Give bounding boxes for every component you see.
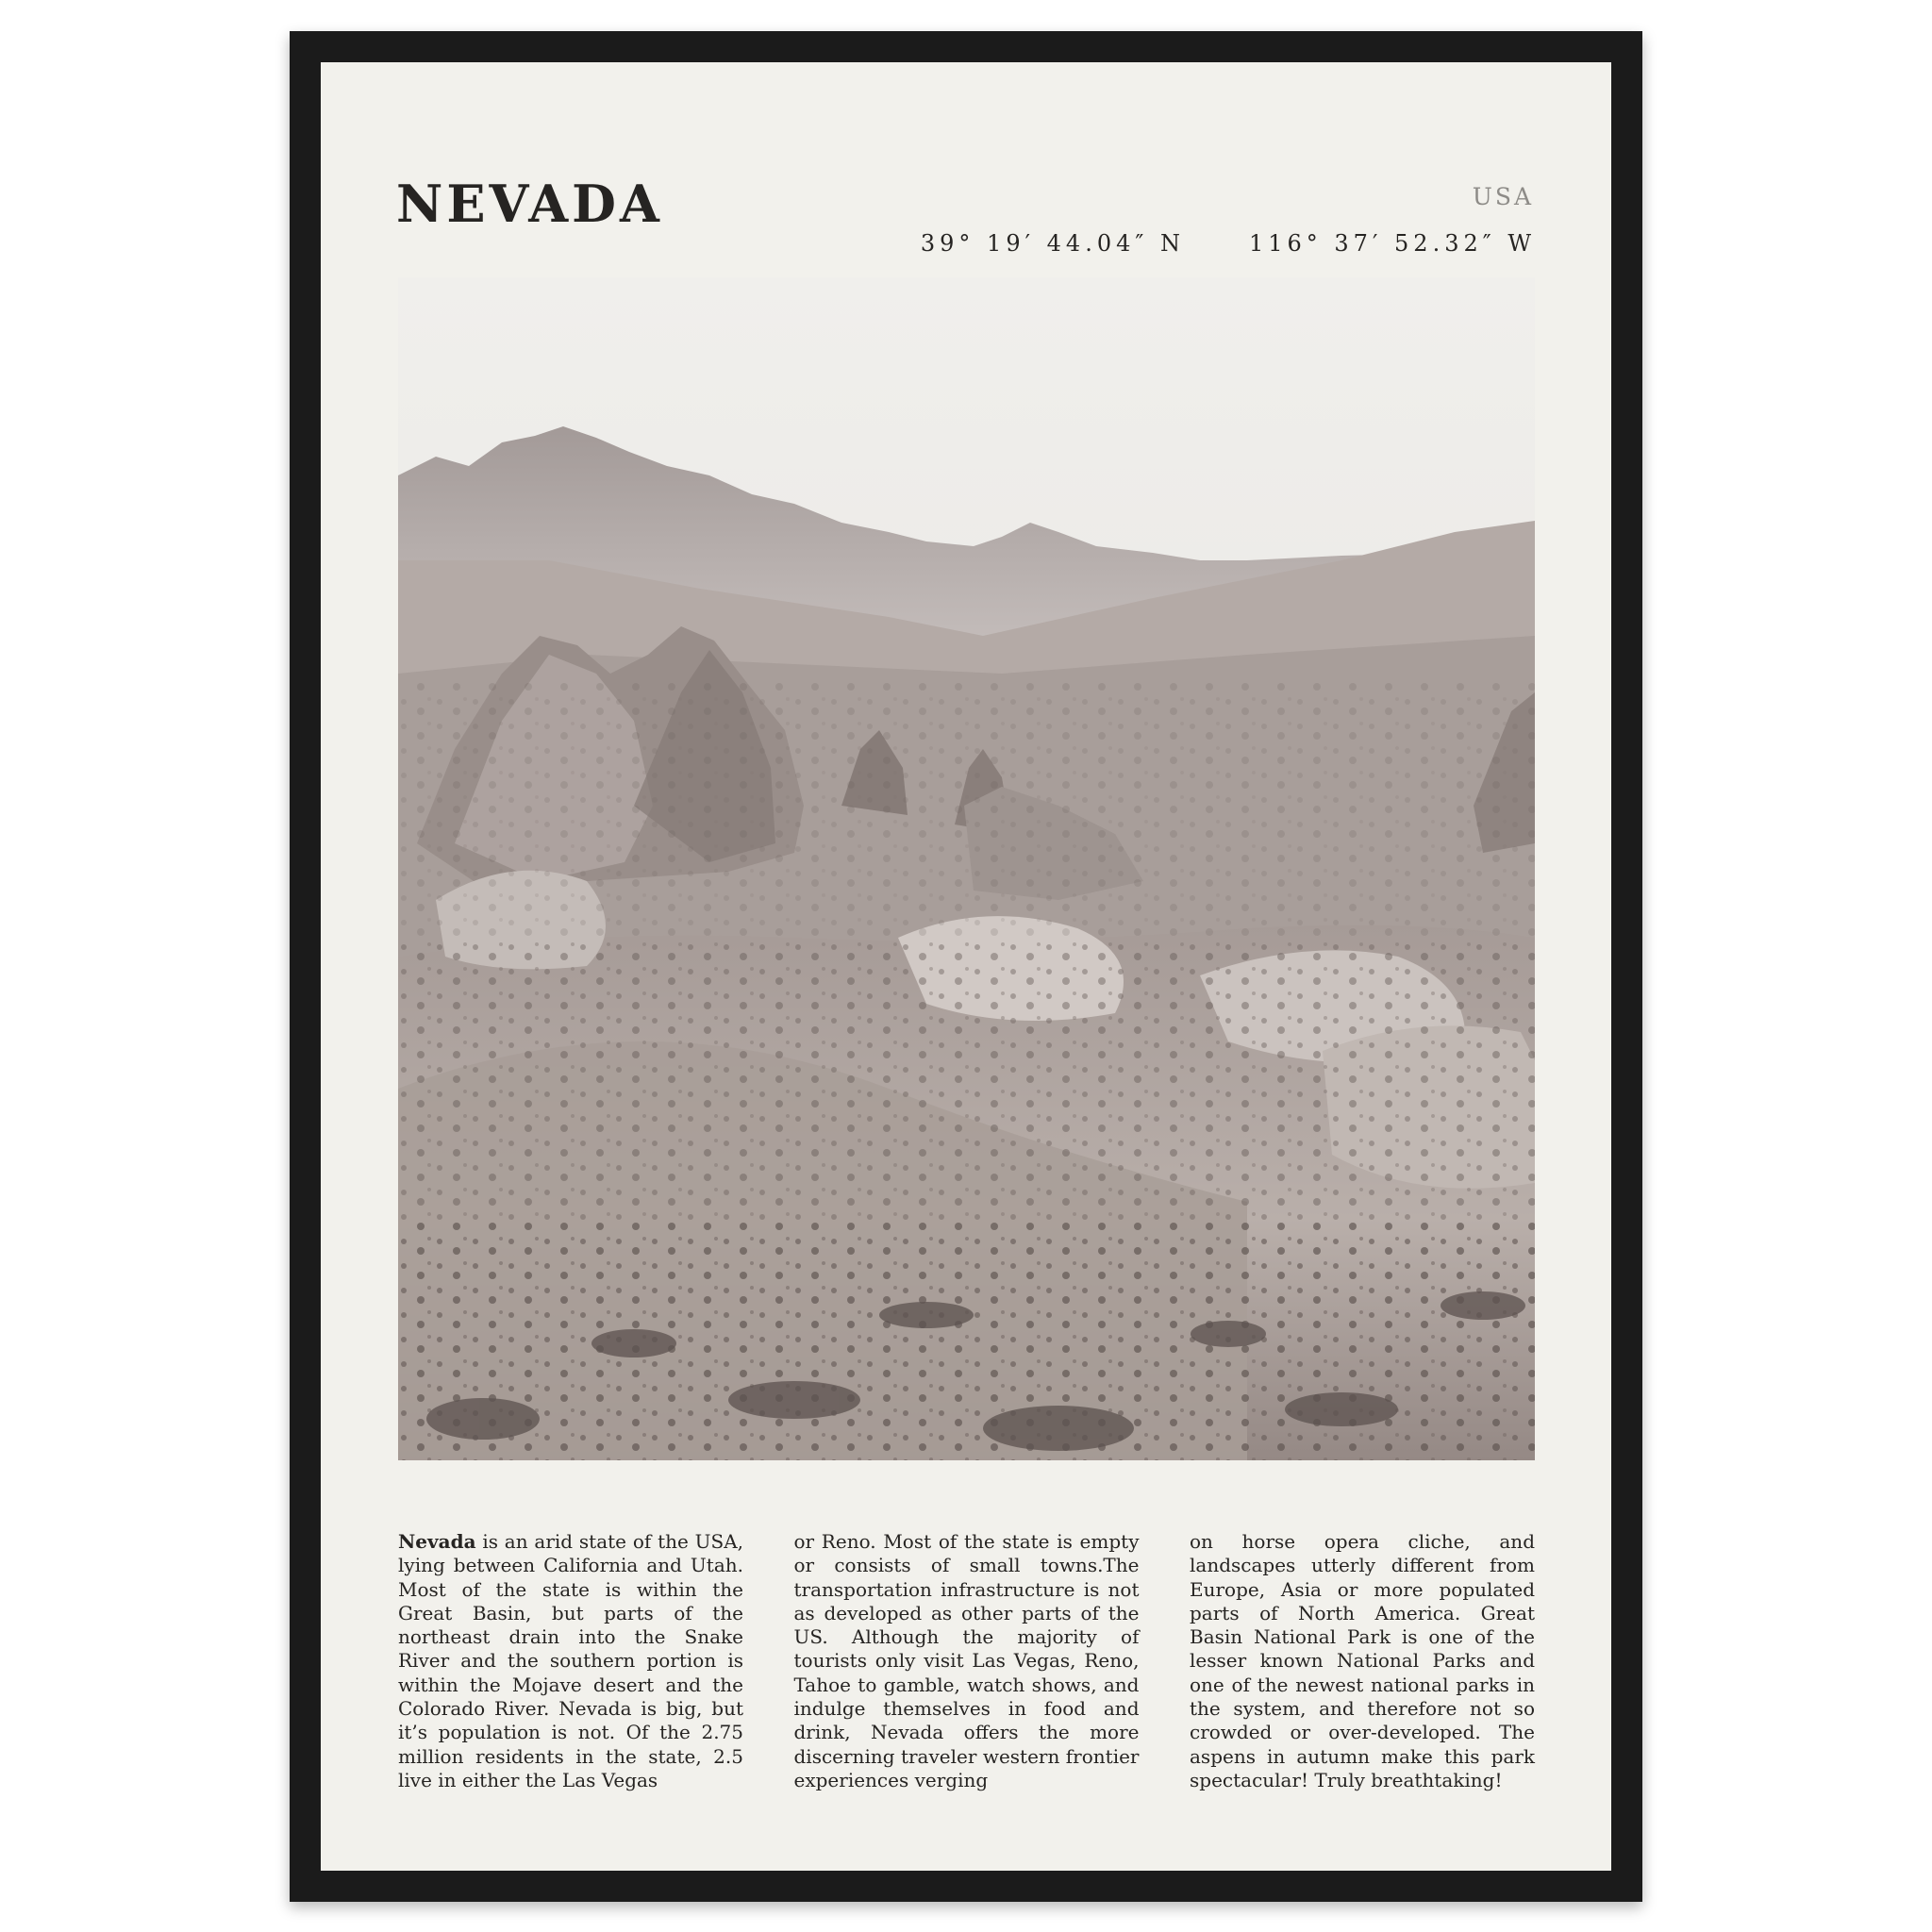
poster-frame <box>290 31 1642 1902</box>
article-column-1-text: is an arid state of the USA, lying between California and Utah. Most of the state is within the Great Basin, but parts of the northeast drain into the Snake River and the southern portion is within the Mojave desert and the Colorado River. Nevada is big, but it’s population is not. Of the 2.75 million residents in the state, 2.5 live in either the Las Vegas <box>398 1530 743 1791</box>
article-lead-word: Nevada <box>398 1530 476 1553</box>
poster-title: NEVADA <box>396 174 663 234</box>
poster <box>321 62 1611 1871</box>
article-column-3: on horse opera cliche, and landscapes utterly different from Europe, Asia or more populated parts of North America. Great Basin National Park is one of the lesser known National Parks and one of the newest national parks in the system, and therefore not so crowded or over-developed. The aspens in autumn make this park spectacular! Truly breathtaking! <box>1190 1530 1535 1791</box>
article-column-1 <box>398 1530 743 1792</box>
country-label: USA <box>1472 183 1534 210</box>
longitude: 116° 37′ 52.32″ W <box>1248 230 1536 257</box>
article-column-2: or Reno. Most of the state is empty or consists of small towns.The transportation infrastructure is not as developed as other parts of the US. Although the majority of tourists only visit Las Vegas, Reno, Tahoe to gamble, watch shows, and indulge themselves in food and drink, Nevada offers the more discerning traveler western frontier experiences verging <box>793 1530 1140 1791</box>
landscape-photo <box>398 277 1535 1460</box>
article-columns <box>398 1530 1535 1792</box>
coordinates <box>921 230 1536 257</box>
latitude: 39° 19′ 44.04″ N <box>920 230 1185 257</box>
desert-landscape-illustration <box>398 277 1535 1460</box>
